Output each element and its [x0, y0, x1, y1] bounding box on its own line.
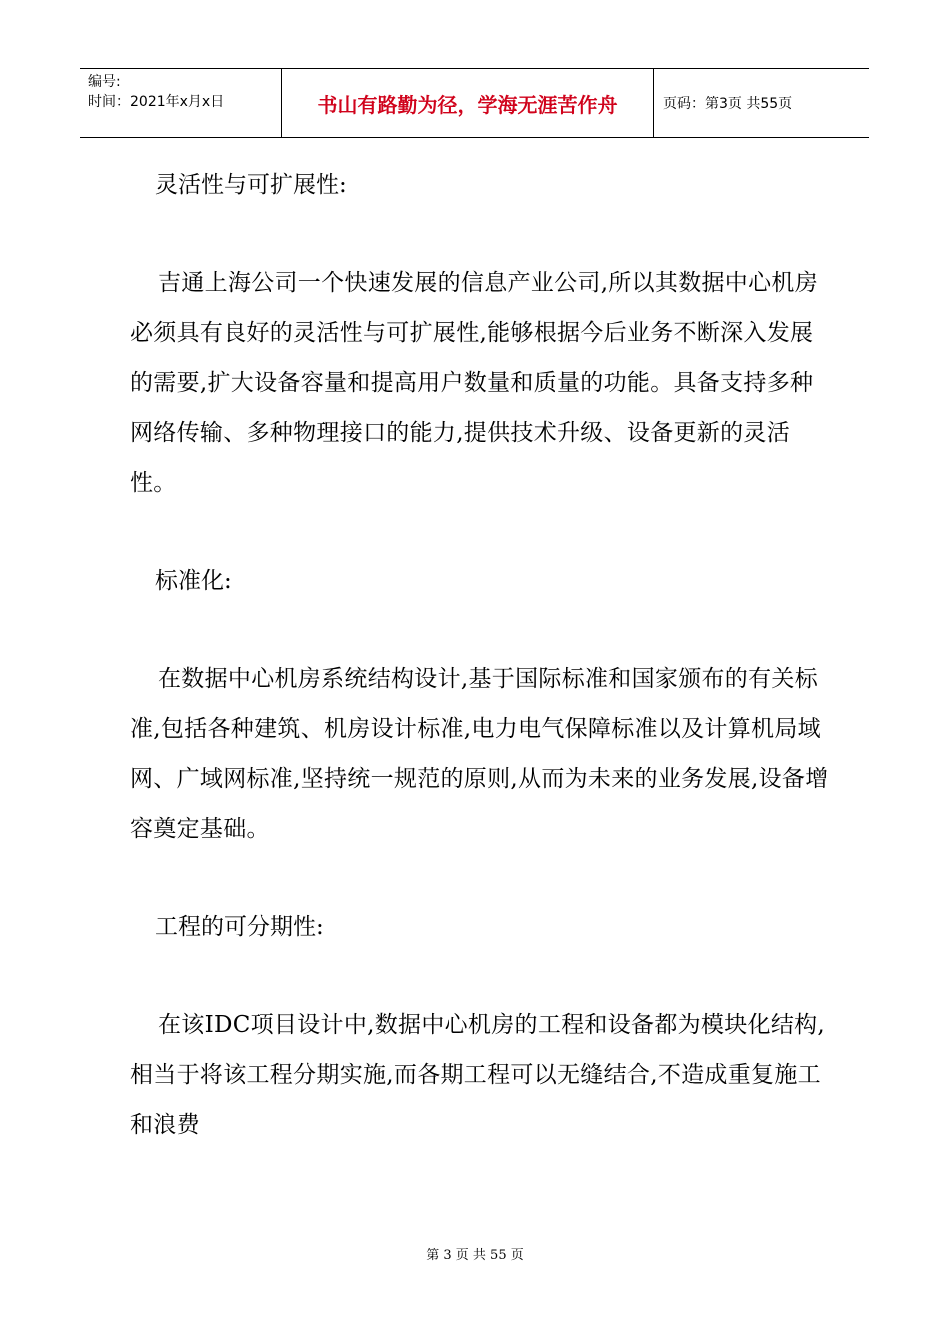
header-page-info: [654, 69, 869, 137]
header-meta: [80, 69, 282, 137]
page-footer: [0, 1244, 950, 1263]
page-header: [80, 68, 869, 138]
spacer: [130, 606, 830, 654]
section-heading: 标准化:: [155, 568, 232, 594]
document-date: 时间：2021年x月x日: [88, 94, 225, 110]
section-heading: 灵活性与可扩展性:: [155, 172, 347, 198]
document-number-label: 编号:: [88, 74, 121, 90]
section-paragraph: 在数据中心机房系统结构设计,基于国际标准和国家颁布的有关标准,包括各种建筑、机房设计标准,电力电气保障标准以及计算机局域网、广域网标准,坚持统一规范的原则,从而为未来的业务发展,设备增容奠定基础。: [130, 666, 829, 842]
spacer: [130, 854, 830, 902]
motto-text: 书山有路勤为径，学海无涯苦作舟: [317, 92, 618, 117]
spacer: [130, 210, 830, 258]
section-heading: 工程的可分期性:: [155, 914, 324, 940]
document-body: [130, 160, 830, 1150]
header-motto: [282, 69, 654, 137]
spacer: [130, 952, 830, 1000]
page-info-text: 页码：第3页 共55页: [663, 96, 793, 112]
section-paragraph: 在该IDC项目设计中,数据中心机房的工程和设备都为模块化结构,相当于将该工程分期实施,而各期工程可以无缝结合,不造成重复施工和浪费: [130, 1012, 826, 1138]
footer-page-number: 第 3 页 共 55 页: [426, 1248, 524, 1263]
spacer: [130, 508, 830, 556]
section-paragraph: 吉通上海公司一个快速发展的信息产业公司,所以其数据中心机房必须具有良好的灵活性与可扩展性,能够根据今后业务不断深入发展的需要,扩大设备容量和提高用户数量和质量的功能。具备支持多种网络传输、多种物理接口的能力,提供技术升级、设备更新的灵活性。: [130, 270, 819, 496]
